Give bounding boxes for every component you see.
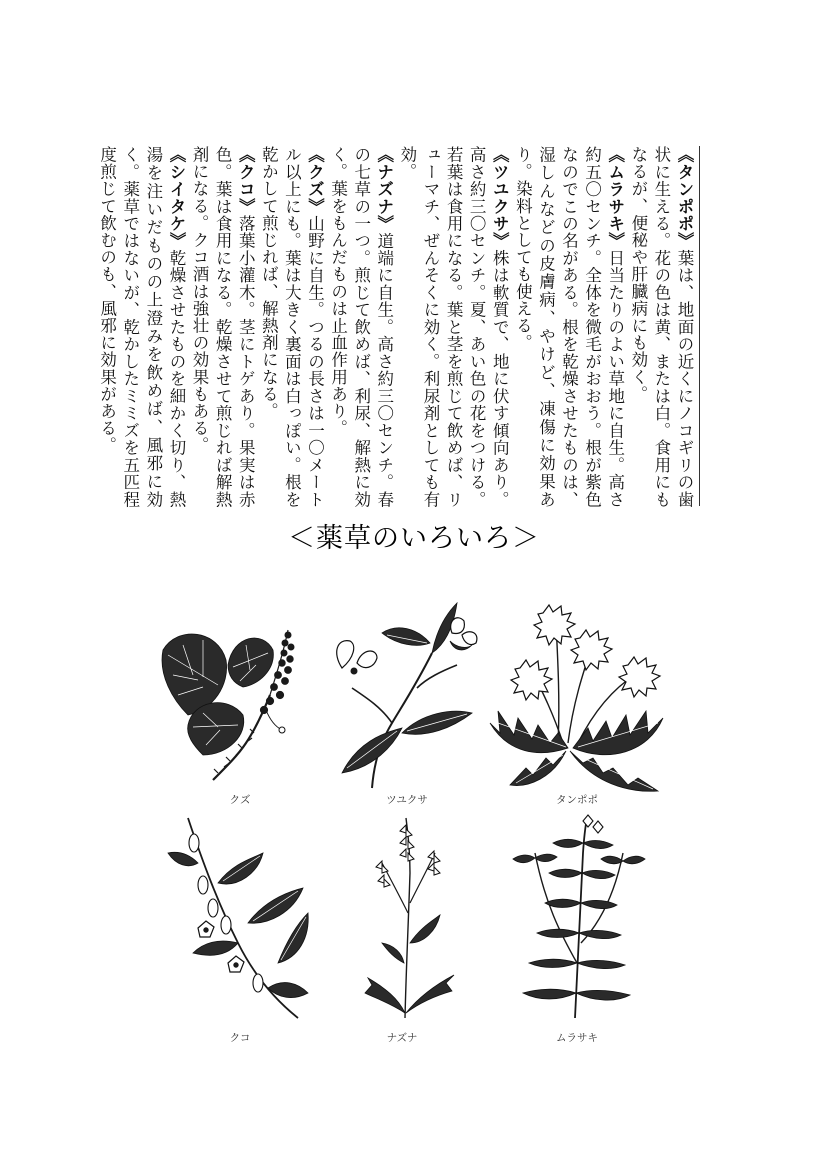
entry-name-murasaki: 《ムラサキ》 xyxy=(605,146,625,250)
entry-nazuna xyxy=(329,146,394,508)
tanpopo-illustration xyxy=(488,593,678,793)
label-kuzu: クズ xyxy=(229,794,251,806)
label-nazuna: ナズナ xyxy=(386,1032,418,1044)
entry-murasaki xyxy=(513,146,624,508)
entry-tanpopo xyxy=(629,146,694,508)
label-tsuyukusa: ツユクサ xyxy=(386,794,428,806)
entry-body-tanpopo: 葉は、地面の近くにノコギリの歯状に生える。花の色は黄、または白。食用にもなるが、便秘や肝臓病にも効く。 xyxy=(628,146,694,508)
entry-name-kuko: 《クコ》 xyxy=(236,146,256,215)
herb-illustrations xyxy=(150,585,680,1045)
entry-kuko xyxy=(190,146,255,508)
entry-kuzu xyxy=(259,146,324,508)
column-rule xyxy=(699,146,700,506)
herb-descriptions xyxy=(97,146,696,509)
entry-tsuyukusa xyxy=(398,146,509,508)
nazuna-illustration xyxy=(360,813,460,1023)
entry-name-nazuna: 《ナズナ》 xyxy=(374,146,394,233)
entry-name-kuzu: 《クズ》 xyxy=(305,146,325,215)
tsuyukusa-illustration xyxy=(322,593,482,793)
entry-body-tsuyukusa: 株は軟質で、地に伏す傾向あり。高さ約三〇センチ。夏、あい色の花をつける。若葉は食用になる。葉と茎を煎じて飲めば、リューマチ、ぜんそくに効く。利尿剤としても有効。 xyxy=(397,146,510,508)
entry-body-nazuna: 道端に自生。高さ約三〇センチ。春の七草の一つ。煎じて飲めば、利尿、解熱に効く。葉をもんだものは止血作用あり。 xyxy=(328,146,394,509)
entry-shiitake xyxy=(98,146,186,508)
entry-name-tanpopo: 《タンポポ》 xyxy=(675,146,694,250)
entry-name-shiitake: 《シイタケ》 xyxy=(166,146,186,250)
kuko-illustration xyxy=(158,813,328,1023)
entry-body-shiitake: 乾燥させたものを細かく切り、熱湯を注いだものの上澄みを飲めば、風邪に効く。薬草ではないが、乾かしたミミズを五匹程度煎じて飲むのも、風邪に効果がある。 xyxy=(97,146,186,508)
label-murasaki: ムラサキ xyxy=(556,1032,598,1044)
kuzu-illustration xyxy=(158,615,328,785)
figure-title: ＜薬草のいろいろ＞ xyxy=(288,523,540,554)
entry-body-kuko: 落葉小灌木。茎にトゲあり。果実は赤色。葉は食用になる。乾燥させて煎じれば解熱剤になる。クコ酒は強壮の効果もある。 xyxy=(190,146,256,508)
entry-body-murasaki: 日当たりのよい草地に自生。高さ約五〇センチ。全体を微毛がおおう。根が紫色なのでこの名がある。根を乾燥させたものは、湿しんなどの皮膚病、やけど、凍傷に効果あり。染料としても使える。 xyxy=(513,146,625,508)
label-kuko: クコ xyxy=(229,1032,251,1044)
label-tanpopo: タンポポ xyxy=(556,794,598,806)
entry-name-tsuyukusa: 《ツユクサ》 xyxy=(490,146,510,250)
murasaki-illustration xyxy=(505,813,655,1023)
entry-body-kuzu: 山野に自生。つるの長さは一〇メートル以上にも。葉は大きく裏面は白っぽい。根を乾かして煎じれば、解熱剤になる。 xyxy=(259,146,325,508)
